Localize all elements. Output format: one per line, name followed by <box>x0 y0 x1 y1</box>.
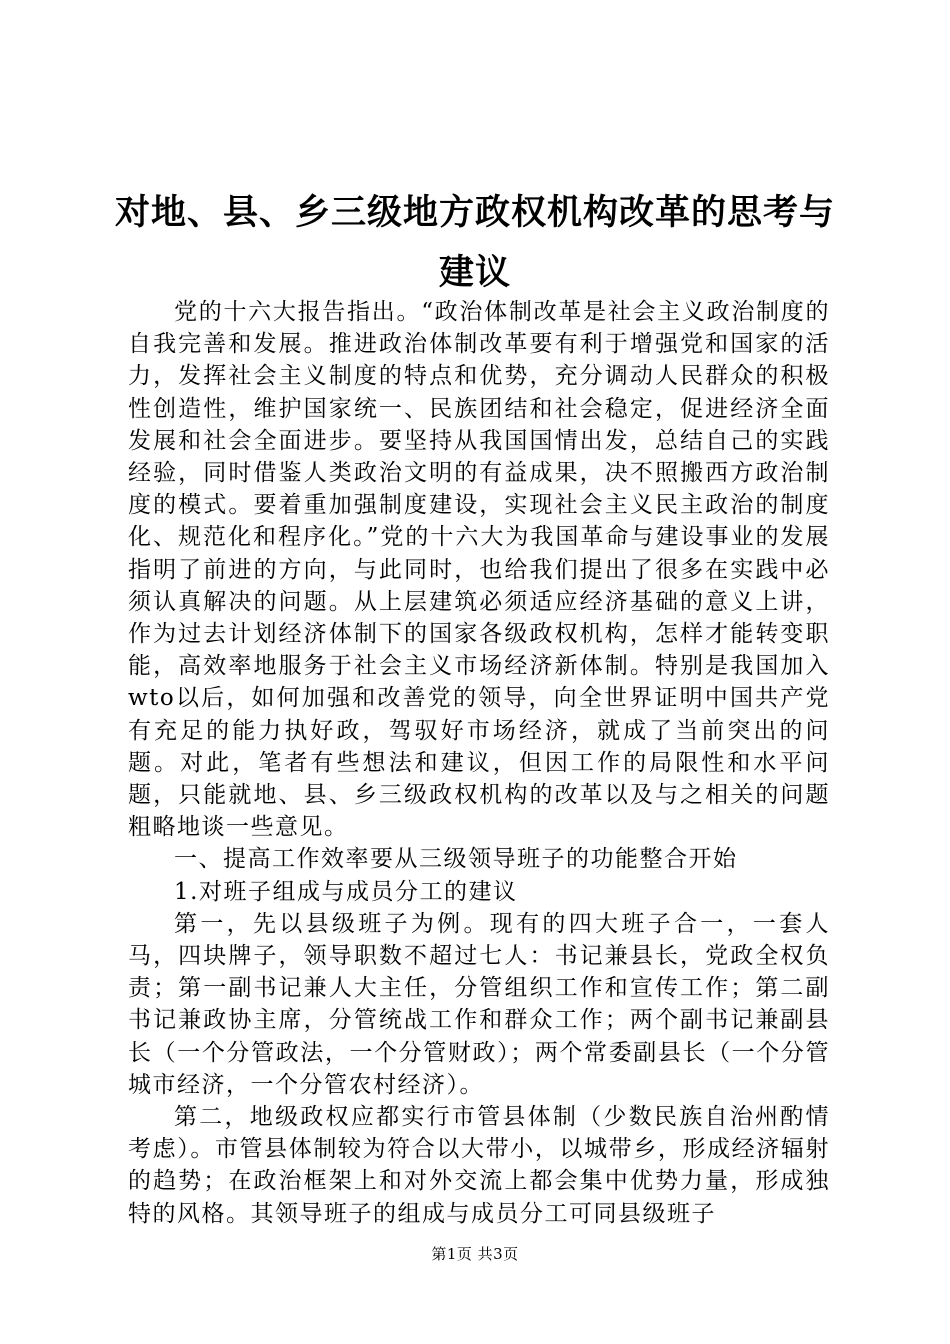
document-body <box>128 296 830 1230</box>
document-title: 对地、县、乡三级地方政权机构改革的思考与建议 <box>114 192 835 293</box>
paragraph-first: 第一，先以县级班子为例。现有的四大班子合一，一套人马，四块牌子，领导职数不超过七人：书记兼县长，党政全权负责；第一副书记兼人大主任，分管组织工作和宣传工作；第二副书记兼政协主席，分管统战工作和群众工作；两个副书记兼副县长（一个分管政法，一个分管财政）；两个常委副县长（一个分管城市经济，一个分管农村经济）。 <box>128 910 830 1098</box>
section-heading: 一、提高工作效率要从三级领导班子的功能整合开始 <box>174 846 738 873</box>
page-footer: 第1页 共3页 <box>431 1245 519 1263</box>
paragraph-second: 第二，地级政权应都实行市管县体制（少数民族自治州酌情考虑）。市管县体制较为符合以大带小，以城带乡，形成经济辐射的趋势；在政治框架上和对外交流上都会集中优势力量，形成独特的风格。其领导班子的组成与成员分工可同县级班子 <box>128 1104 830 1227</box>
subsection-heading: 1.对班子组成与成员分工的建议 <box>174 878 518 905</box>
paragraph-intro: 党的十六大报告指出。“政治体制改革是社会主义政治制度的自我完善和发展。推进政治体制改革要有利于增强党和国家的活力，发挥社会主义制度的特点和优势，充分调动人民群众的积极性创造性，维护国家统一、民族团结和社会稳定，促进经济全面发展和社会全面进步。要坚持从我国国情出发，总结自己的实践经验，同时借鉴人类政治文明的有益成果，决不照搬西方政治制度的模式。要着重加强制度建设，实现社会主义民主政治的制度化、规范化和程序化。”党的十六大为我国革命与建设事业的发展指明了前进的方向，与此同时，也给我们提出了很多在实践中必须认真解决的问题。从上层建筑必须适应经济基础的意义上讲，作为过去计划经济体制下的国家各级政权机构，怎样才能转变职能，高效率地服务于社会主义市场经济新体制。特别是我国加入wto以后，如何加强和改善党的领导，向全世界证明中国共产党有充足的能力执好政，驾驭好市场经济，就成了当前突出的问题。对此，笔者有些想法和建议，但因工作的局限性和水平问题，只能就地、县、乡三级政权机构的改革以及与之相关的问题粗略地谈一些意见。 <box>128 299 830 841</box>
